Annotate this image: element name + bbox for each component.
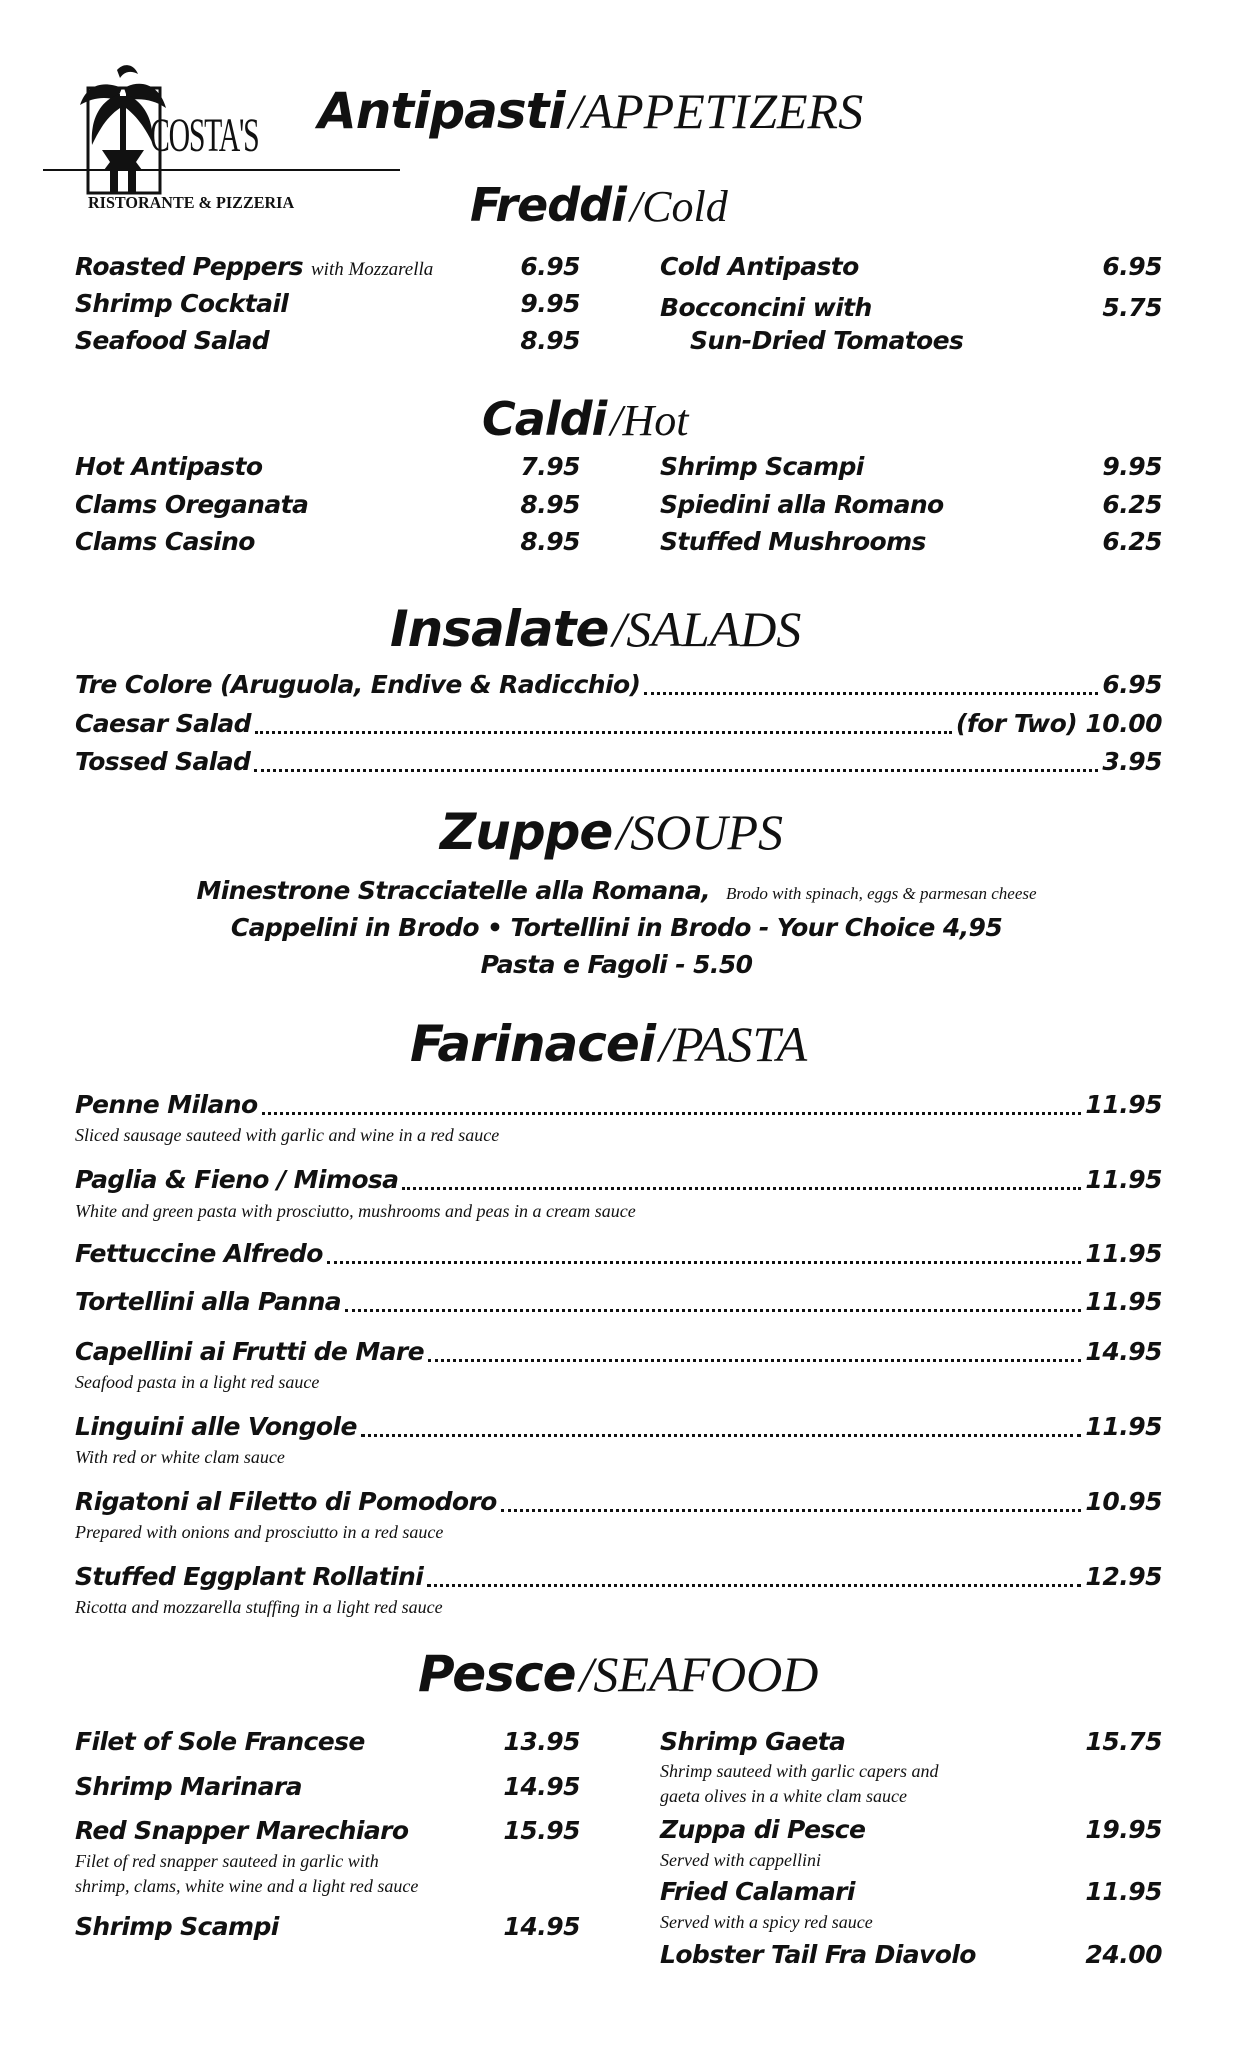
item-name: Minestrone Stracciatelle alla Romana, — [196, 876, 711, 905]
item-name: Filet of Sole Francese — [75, 1727, 365, 1756]
menu-item — [660, 1727, 1162, 1761]
item-price: 9.95 — [520, 289, 580, 318]
menu-item-continued — [660, 326, 1192, 360]
subsection-heading-freddi — [470, 178, 728, 232]
item-description: Served with a spicy red sauce — [660, 1912, 873, 1932]
dotted-leader — [361, 1434, 1082, 1437]
item-price: 14.95 — [503, 1772, 580, 1801]
subsection-heading-caldi — [482, 392, 689, 446]
menu-item — [75, 1487, 1162, 1521]
menu-item — [75, 490, 580, 524]
logo-subtitle: RISTORANTE & PIZZERIA — [88, 193, 295, 212]
menu-item — [75, 1239, 1162, 1273]
item-price: 11.95 — [1085, 1287, 1162, 1316]
item-name: Red Snapper Marechiaro — [75, 1816, 409, 1845]
dotted-leader — [345, 1309, 1081, 1312]
menu-item — [75, 1287, 1162, 1321]
item-name: Hot Antipasto — [75, 452, 263, 481]
soup-line — [0, 876, 1233, 905]
item-price: 8.95 — [520, 490, 580, 519]
item-name: Clams Oreganata — [75, 490, 309, 519]
item-price: 15.95 — [503, 1816, 580, 1845]
item-name: Capellini ai Frutti de Mare — [75, 1337, 425, 1366]
item-price: 19.95 — [1085, 1815, 1162, 1844]
heading-italian: Farinacei — [410, 1015, 655, 1073]
item-description: Seafood pasta in a light red sauce — [75, 1372, 320, 1392]
menu-item — [75, 709, 1162, 743]
item-price: 6.25 — [1102, 527, 1162, 556]
menu-item — [660, 527, 1162, 561]
heading-english: /Cold — [629, 182, 728, 231]
soup-line — [0, 950, 1233, 979]
item-price: 6.95 — [1102, 670, 1162, 699]
menu-item — [75, 1337, 1162, 1371]
menu-item — [75, 289, 580, 323]
dotted-leader — [428, 1359, 1081, 1362]
item-name: Bocconcini with — [660, 293, 872, 322]
item-name: Tre Colore (Aruguola, Endive & Radicchio) — [75, 670, 641, 699]
heading-italian: Insalate — [390, 600, 609, 658]
dotted-leader — [402, 1187, 1081, 1190]
soup-line — [0, 913, 1233, 942]
heading-italian: Zuppe — [440, 803, 613, 861]
item-description: Filet of red snapper sauteed in garlic with — [75, 1851, 379, 1871]
section-heading-farinacei — [410, 1015, 807, 1073]
dotted-leader — [327, 1261, 1082, 1264]
logo-divider — [43, 169, 400, 171]
item-price: 13.95 — [503, 1727, 580, 1756]
item-name: Shrimp Marinara — [75, 1772, 302, 1801]
menu-item — [660, 293, 1162, 327]
menu-item — [660, 1940, 1162, 1974]
item-price: 24.00 — [1085, 1940, 1162, 1969]
item-price: 10.95 — [1085, 1487, 1162, 1516]
item-price: 6.25 — [1102, 490, 1162, 519]
item-name: Stuffed Mushrooms — [660, 527, 926, 556]
item-name: Stuffed Eggplant Rollatini — [75, 1562, 424, 1591]
dotted-leader — [501, 1509, 1082, 1512]
item-price: 3.95 — [1102, 747, 1162, 776]
item-name: Rigatoni al Filetto di Pomodoro — [75, 1487, 497, 1516]
item-price: 9.95 — [1102, 452, 1162, 481]
item-name: Paglia & Fieno / Mimosa — [75, 1165, 399, 1194]
item-price: 6.95 — [520, 252, 580, 281]
dotted-leader — [254, 769, 1098, 772]
item-name: Fried Calamari — [660, 1877, 855, 1906]
item-name: Penne Milano — [75, 1090, 258, 1119]
item-name-line2: Sun-Dried Tomatoes — [690, 326, 964, 355]
menu-item — [75, 326, 580, 360]
item-price: 8.95 — [520, 326, 580, 355]
dotted-leader — [644, 692, 1098, 695]
heading-english: /SALADS — [612, 601, 802, 657]
item-name: Seafood Salad — [75, 326, 270, 355]
item-name: Tortellini alla Panna — [75, 1287, 342, 1316]
item-name: Cold Antipasto — [660, 252, 859, 281]
heading-english: /Hot — [610, 396, 689, 445]
item-price: 11.95 — [1085, 1165, 1162, 1194]
item-price: 5.75 — [1102, 293, 1162, 322]
item-name: Fettuccine Alfredo — [75, 1239, 323, 1268]
menu-item — [75, 1912, 580, 1946]
item-description: With red or white clam sauce — [75, 1447, 285, 1467]
dotted-leader — [427, 1584, 1081, 1587]
item-name: Zuppa di Pesce — [660, 1815, 866, 1844]
section-heading-pesce — [418, 1645, 818, 1703]
item-name: Spiedini alla Romano — [660, 490, 944, 519]
heading-english: /APPETIZERS — [568, 83, 864, 139]
menu-item — [75, 1816, 580, 1850]
dotted-leader — [255, 731, 952, 734]
item-description: Sliced sausage sauteed with garlic and wine in a red sauce — [75, 1125, 500, 1145]
item-name: Pasta e Fagoli - 5.50 — [480, 950, 753, 979]
section-heading-insalate — [390, 600, 801, 658]
item-name: Shrimp Gaeta — [660, 1727, 846, 1756]
menu-item — [75, 252, 580, 286]
item-description: Served with cappellini — [660, 1850, 821, 1870]
item-name: Shrimp Scampi — [660, 452, 864, 481]
item-name: Cappelini in Brodo • Tortellini in Brodo - Your Choice 4,95 — [230, 913, 1003, 942]
item-name: Shrimp Scampi — [75, 1912, 279, 1941]
menu-item — [75, 527, 580, 561]
item-description: Prepared with onions and prosciutto in a red sauce — [75, 1522, 444, 1542]
item-price: 11.95 — [1085, 1239, 1162, 1268]
menu-item — [75, 452, 580, 486]
item-name: Caesar Salad — [75, 709, 251, 738]
menu-item — [660, 452, 1162, 486]
item-price: 15.75 — [1085, 1727, 1162, 1756]
heading-english: /SOUPS — [616, 804, 783, 860]
item-note: Brodo with spinach, eggs & parmesan cheese — [726, 884, 1037, 903]
item-price: 14.95 — [503, 1912, 580, 1941]
menu-item — [75, 1090, 1162, 1124]
heading-italian: Freddi — [470, 178, 626, 232]
item-name: Linguini alle Vongole — [75, 1412, 357, 1441]
menu-item — [660, 252, 1162, 286]
heading-english: /PASTA — [658, 1016, 808, 1072]
menu-item — [75, 1727, 580, 1761]
dotted-leader — [262, 1112, 1082, 1115]
item-name: Roasted Peppers — [75, 252, 303, 281]
item-price: 11.95 — [1085, 1090, 1162, 1119]
item-price: 11.95 — [1085, 1877, 1162, 1906]
heading-italian: Pesce — [418, 1645, 576, 1703]
item-description: Ricotta and mozzarella stuffing in a light red sauce — [75, 1597, 443, 1617]
menu-item — [660, 490, 1162, 524]
item-description: shrimp, clams, white wine and a light red sauce — [75, 1876, 419, 1896]
item-price: 8.95 — [520, 527, 580, 556]
menu-item — [660, 1877, 1162, 1911]
item-name: Shrimp Cocktail — [75, 289, 289, 318]
menu-item — [75, 747, 1162, 781]
heading-italian: Antipasti — [318, 82, 565, 140]
item-description: gaeta olives in a white clam sauce — [660, 1786, 907, 1806]
menu-item — [75, 670, 1162, 704]
item-name: Clams Casino — [75, 527, 255, 556]
item-name: Lobster Tail Fra Diavolo — [660, 1940, 976, 1969]
item-price: 7.95 — [520, 452, 580, 481]
item-description: Shrimp sauteed with garlic capers and — [660, 1761, 939, 1781]
item-description: White and green pasta with prosciutto, mushrooms and peas in a cream sauce — [75, 1201, 636, 1221]
logo-name: COSTA'S — [150, 109, 259, 162]
menu-item — [75, 1165, 1162, 1199]
item-name: Tossed Salad — [75, 747, 251, 776]
item-note: with Mozzarella — [311, 259, 434, 280]
item-price: (for Two) 10.00 — [955, 709, 1162, 738]
heading-english: /SEAFOOD — [579, 1646, 819, 1702]
menu-item — [75, 1772, 580, 1806]
item-price: 6.95 — [1102, 252, 1162, 281]
menu-item — [660, 1815, 1162, 1849]
section-heading-antipasti — [318, 82, 863, 140]
item-price: 11.95 — [1085, 1412, 1162, 1441]
item-price: 14.95 — [1085, 1337, 1162, 1366]
item-price: 12.95 — [1085, 1562, 1162, 1591]
heading-italian: Caldi — [482, 392, 607, 446]
menu-item — [75, 1562, 1162, 1596]
section-heading-zuppe — [440, 803, 783, 861]
menu-item — [75, 1412, 1162, 1446]
